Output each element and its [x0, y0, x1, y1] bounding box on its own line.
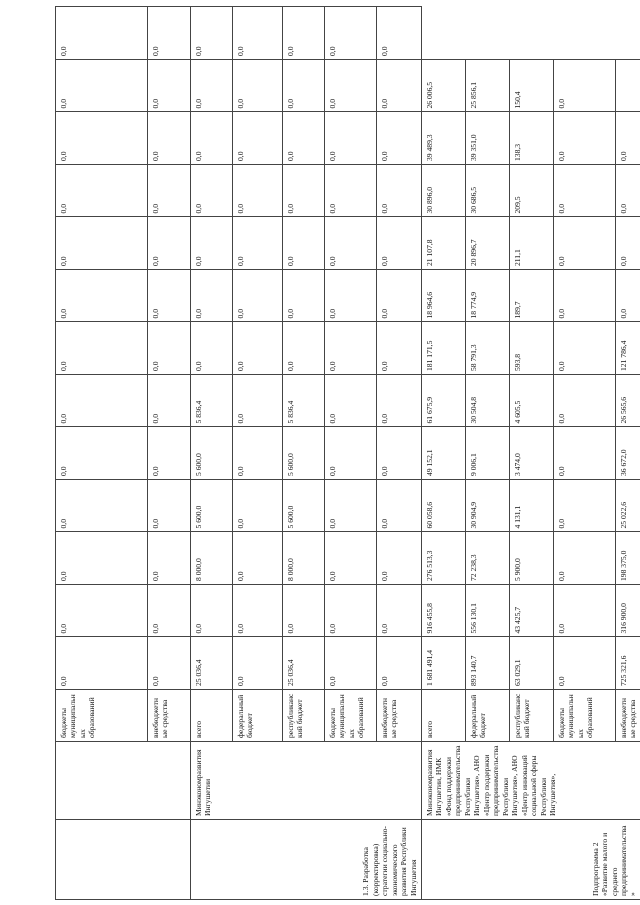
value-cell: 0,0 [233, 270, 283, 323]
value-cell: 198 375,0 [616, 532, 640, 585]
value-cell: 72 238,3 [466, 532, 510, 585]
table-row [191, 7, 233, 900]
value-cell: 18 964,6 [422, 270, 466, 323]
value-cell: 0,0 [148, 165, 191, 218]
value-cell: 0,0 [233, 532, 283, 585]
value-cell: 138,3 [510, 112, 554, 165]
value-cell: 0,0 [233, 322, 283, 375]
value-cell: 725 321,6 [616, 637, 640, 690]
value-cell: 0,0 [56, 112, 148, 165]
value-cell: 0,0 [233, 375, 283, 428]
value-cell: 0,0 [283, 7, 325, 60]
value-cell: 211,1 [510, 217, 554, 270]
value-cell: 25 022,6 [616, 480, 640, 533]
funding-source-cell: федеральный бюджет [466, 690, 510, 742]
value-cell: 0,0 [377, 637, 422, 690]
financing-table [55, 7, 640, 901]
value-cell: 63 029,1 [510, 637, 554, 690]
value-cell: 18 774,9 [466, 270, 510, 323]
value-cell: 39 489,3 [422, 112, 466, 165]
value-cell: 209,5 [510, 165, 554, 218]
value-cell: 20 896,7 [466, 217, 510, 270]
value-cell: 58 791,3 [466, 322, 510, 375]
value-cell: 0,0 [233, 7, 283, 60]
value-cell: 0,0 [616, 112, 640, 165]
executor-cell [56, 742, 191, 820]
value-cell: 0,0 [233, 60, 283, 113]
value-cell: 0,0 [325, 322, 377, 375]
value-cell: 0,0 [325, 637, 377, 690]
value-cell: 0,0 [325, 60, 377, 113]
value-cell: 316 900,0 [616, 585, 640, 638]
value-cell: 0,0 [233, 480, 283, 533]
value-cell: 5 600,0 [191, 427, 233, 480]
value-cell: 43 425,7 [510, 585, 554, 638]
value-cell: 30 504,8 [466, 375, 510, 428]
value-cell: 0,0 [56, 270, 148, 323]
value-cell: 0,0 [148, 637, 191, 690]
value-cell: 0,0 [148, 532, 191, 585]
value-cell: 5 600,0 [283, 480, 325, 533]
value-cell: 0,0 [233, 427, 283, 480]
value-cell: 0,0 [283, 270, 325, 323]
value-cell: 0,0 [191, 585, 233, 638]
value-cell: 0,0 [325, 270, 377, 323]
value-cell: 0,0 [377, 480, 422, 533]
value-cell: 5 836,4 [191, 375, 233, 428]
value-cell: 30 686,5 [466, 165, 510, 218]
value-cell: 0,0 [554, 322, 616, 375]
value-cell: 276 513,3 [422, 532, 466, 585]
value-cell: 0,0 [191, 165, 233, 218]
value-cell: 0,0 [148, 480, 191, 533]
value-cell: 0,0 [377, 585, 422, 638]
value-cell: 0,0 [233, 637, 283, 690]
value-cell: 189,7 [510, 270, 554, 323]
value-cell: 150,4 [510, 60, 554, 113]
value-cell: 0,0 [325, 7, 377, 60]
value-cell: 4 131,1 [510, 480, 554, 533]
value-cell: 1 681 491,4 [422, 637, 466, 690]
value-cell: 0,0 [554, 585, 616, 638]
value-cell: 61 675,9 [422, 375, 466, 428]
value-cell: 916 455,8 [422, 585, 466, 638]
value-cell: 0,0 [554, 427, 616, 480]
program-name-cell [56, 820, 191, 900]
funding-source-cell: всего [191, 690, 233, 742]
value-cell: 30 904,9 [466, 480, 510, 533]
value-cell: 0,0 [148, 270, 191, 323]
value-cell: 0,0 [325, 165, 377, 218]
value-cell: 0,0 [233, 585, 283, 638]
value-cell: 0,0 [283, 322, 325, 375]
value-cell: 0,0 [283, 165, 325, 218]
value-cell: 0,0 [377, 375, 422, 428]
value-cell: 0,0 [554, 270, 616, 323]
funding-source-cell: внебюджетные средства [148, 690, 191, 742]
value-cell: 0,0 [554, 532, 616, 585]
value-cell: 0,0 [377, 217, 422, 270]
value-cell: 0,0 [616, 217, 640, 270]
value-cell: 0,0 [191, 112, 233, 165]
value-cell: 0,0 [325, 480, 377, 533]
value-cell: 0,0 [283, 217, 325, 270]
value-cell: 5 836,4 [283, 375, 325, 428]
value-cell: 0,0 [554, 637, 616, 690]
value-cell: 0,0 [148, 112, 191, 165]
funding-source-cell: бюджеты муниципальных образований [554, 690, 616, 742]
value-cell: 0,0 [377, 322, 422, 375]
value-cell: 181 171,5 [422, 322, 466, 375]
value-cell: 893 140,7 [466, 637, 510, 690]
value-cell: 0,0 [554, 375, 616, 428]
value-cell: 593,8 [510, 322, 554, 375]
value-cell: 0,0 [325, 532, 377, 585]
value-cell: 60 058,6 [422, 480, 466, 533]
value-cell: 26 006,5 [422, 60, 466, 113]
value-cell: 0,0 [56, 7, 148, 60]
table-row [422, 7, 466, 900]
funding-source-cell: республиканский бюджет [283, 690, 325, 742]
value-cell: 0,0 [56, 532, 148, 585]
value-cell: 0,0 [148, 375, 191, 428]
value-cell: 0,0 [191, 7, 233, 60]
value-cell: 5 600,0 [191, 480, 233, 533]
funding-source-cell: внебюджетные средства [616, 690, 640, 742]
value-cell: 0,0 [377, 532, 422, 585]
value-cell: 0,0 [325, 585, 377, 638]
funding-source-cell: республиканский бюджет [510, 690, 554, 742]
value-cell: 36 672,0 [616, 427, 640, 480]
value-cell: 0,0 [325, 427, 377, 480]
value-cell [616, 60, 640, 113]
value-cell: 0,0 [377, 427, 422, 480]
program-name-cell: Подпрограмма 2 «Развитие малого и среднего предпринимательства» [422, 820, 640, 900]
value-cell: 21 107,8 [422, 217, 466, 270]
value-cell: 0,0 [325, 217, 377, 270]
value-cell: 3 474,0 [510, 427, 554, 480]
funding-source-cell: всего [422, 690, 466, 742]
value-cell: 0,0 [56, 427, 148, 480]
value-cell: 9 006,1 [466, 427, 510, 480]
value-cell: 0,0 [554, 217, 616, 270]
value-cell: 49 152,1 [422, 427, 466, 480]
value-cell: 25 036,4 [191, 637, 233, 690]
value-cell: 0,0 [377, 270, 422, 323]
value-cell: 39 351,0 [466, 112, 510, 165]
value-cell: 0,0 [554, 480, 616, 533]
value-cell: 25 036,4 [283, 637, 325, 690]
value-cell: 30 896,0 [422, 165, 466, 218]
value-cell: 0,0 [283, 112, 325, 165]
value-cell: 0,0 [191, 217, 233, 270]
value-cell: 121 786,4 [616, 322, 640, 375]
value-cell: 25 856,1 [466, 60, 510, 113]
value-cell: 0,0 [377, 60, 422, 113]
value-cell: 0,0 [325, 112, 377, 165]
value-cell: 0,0 [233, 217, 283, 270]
program-name-cell: 1.3. Разработка (корректировка) стратегии социально-экономического развития Республики Ингушетия [191, 820, 422, 900]
value-cell: 0,0 [554, 112, 616, 165]
value-cell: 0,0 [325, 375, 377, 428]
value-cell: 0,0 [233, 165, 283, 218]
value-cell: 5 900,0 [510, 532, 554, 585]
value-cell: 0,0 [148, 427, 191, 480]
value-cell: 0,0 [377, 165, 422, 218]
value-cell: 0,0 [191, 270, 233, 323]
value-cell: 0,0 [233, 112, 283, 165]
value-cell: 8 000,0 [191, 532, 233, 585]
value-cell: 0,0 [377, 7, 422, 60]
value-cell: 0,0 [191, 322, 233, 375]
table-row [56, 7, 148, 900]
value-cell: 0,0 [616, 270, 640, 323]
value-cell: 556 130,1 [466, 585, 510, 638]
value-cell: 0,0 [56, 375, 148, 428]
funding-source-cell: внебюджетные средства [377, 690, 422, 742]
value-cell: 0,0 [283, 585, 325, 638]
funding-source-cell: бюджеты муниципальных образований [325, 690, 377, 742]
value-cell: 0,0 [554, 165, 616, 218]
value-cell: 0,0 [56, 60, 148, 113]
value-cell: 0,0 [377, 112, 422, 165]
value-cell: 0,0 [616, 165, 640, 218]
value-cell: 0,0 [56, 217, 148, 270]
funding-source-cell: бюджеты муниципальных образований [56, 690, 148, 742]
executor-cell: Минэкономразвития Ингушетии, НМК «Фонд поддержки предпринимательства Республики Ингушетия», АНО «Центр поддержки предпринимательства Республики Ингушетия», АНО «Центр инноваций социальной сферы Республики Ингушетия», [422, 742, 640, 820]
value-cell: 4 605,5 [510, 375, 554, 428]
value-cell: 5 600,0 [283, 427, 325, 480]
value-cell: 0,0 [56, 585, 148, 638]
value-cell: 0,0 [283, 60, 325, 113]
value-cell: 0,0 [191, 60, 233, 113]
executor-cell: Минэкономразвития Ингушетии [191, 742, 422, 820]
value-cell: 0,0 [554, 60, 616, 113]
value-cell: 0,0 [56, 165, 148, 218]
value-cell: 0,0 [148, 322, 191, 375]
value-cell: 26 565,6 [616, 375, 640, 428]
value-cell: 0,0 [148, 585, 191, 638]
value-cell: 0,0 [148, 7, 191, 60]
value-cell: 8 000,0 [283, 532, 325, 585]
value-cell: 0,0 [148, 60, 191, 113]
value-cell: 0,0 [56, 637, 148, 690]
value-cell: 0,0 [56, 322, 148, 375]
value-cell: 0,0 [56, 480, 148, 533]
funding-source-cell: федеральный бюджет [233, 690, 283, 742]
value-cell: 0,0 [148, 217, 191, 270]
